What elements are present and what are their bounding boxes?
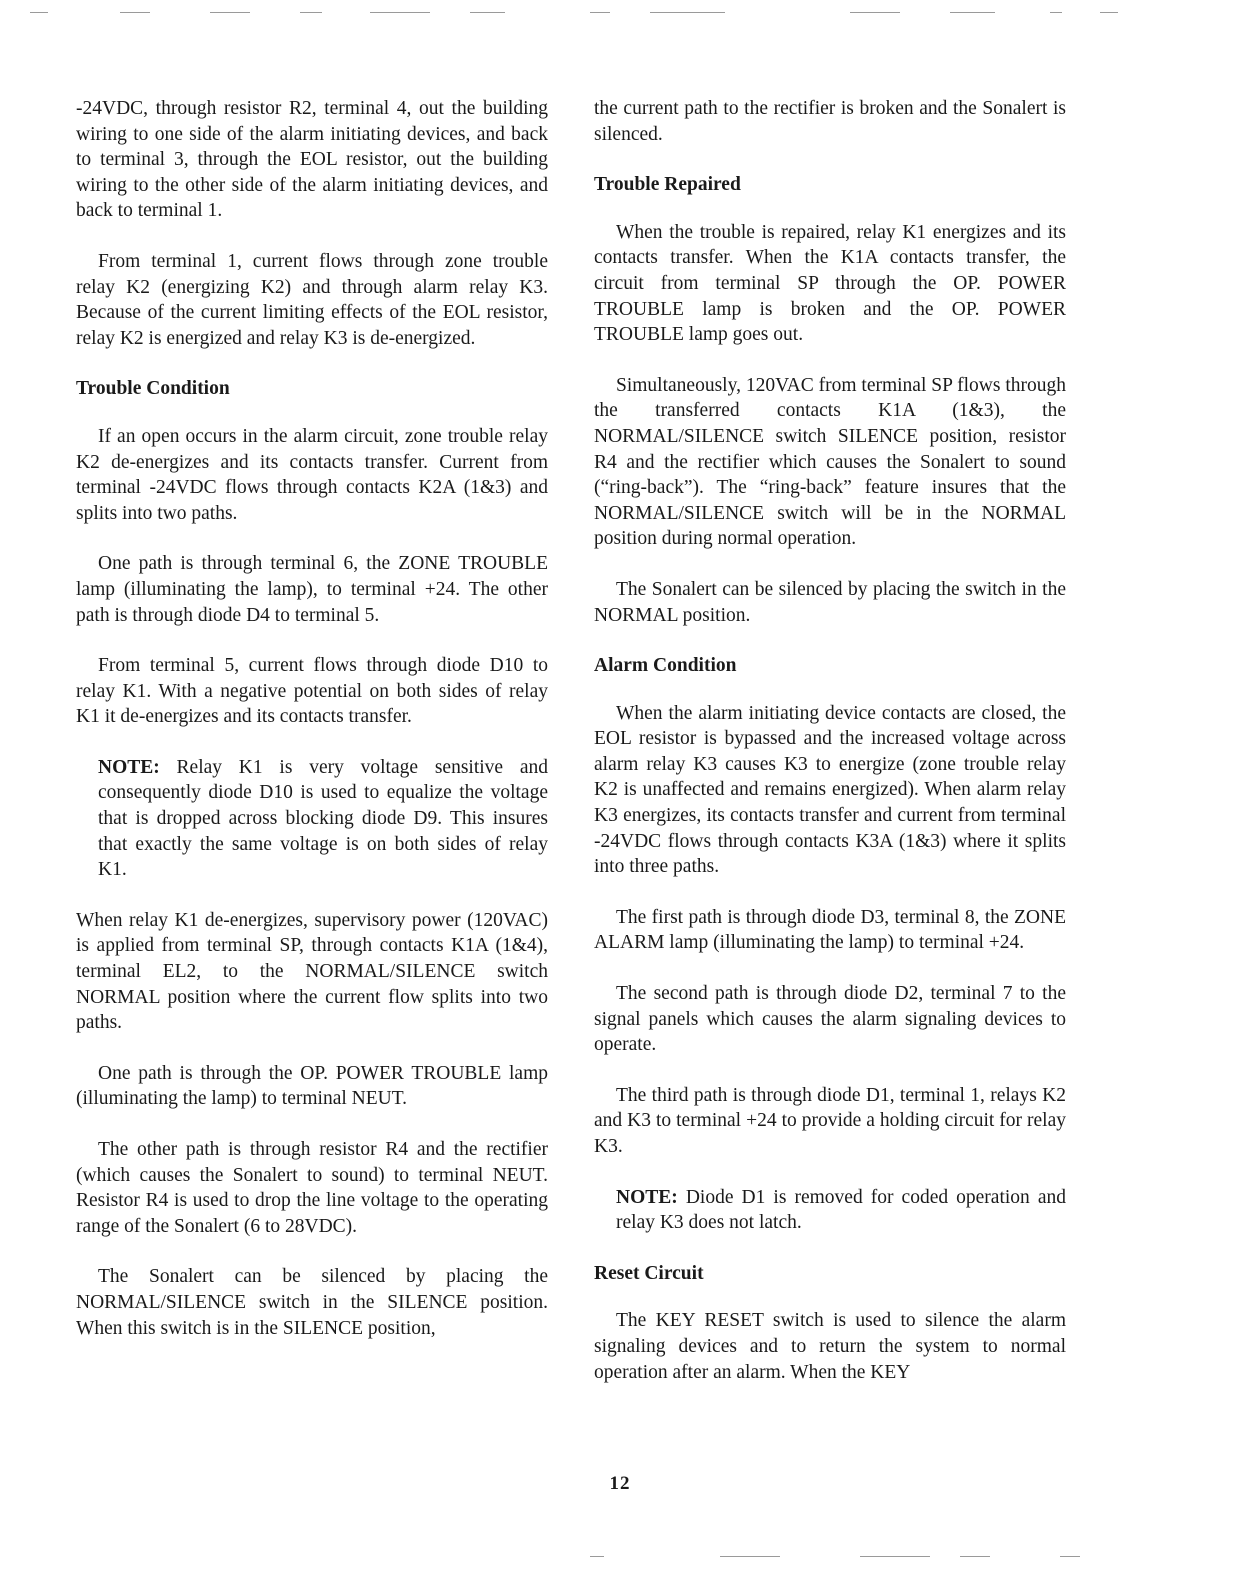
paragraph: From terminal 1, current flows through zone trouble relay K2 (energizing K2) and through alarm relay K3. Because of the current limiting effects of the EOL resistor, relay K2 is energized and relay K3 is de-energized. [76,250,548,349]
note-label: NOTE: [98,756,160,778]
paragraph: -24VDC, through resistor R2, terminal 4, out the building wiring to one side of the alarm initiating devices, and back to terminal 3, through the EOL resistor, out the building wiring to the other side of the alarm initiating devices, and back to terminal 1. [76,98,548,222]
note-text: Relay K1 is very voltage sensitive and consequently diode D10 is used to equalize the voltage that is dropped across blocking diode D9. This insures that exactly the same voltage is on both sides of relay K1. [98,756,548,881]
paragraph: When relay K1 de-energizes, supervisory power (120VAC) is applied from terminal SP, through contacts K1A (1&4), terminal EL2, to the NORMAL/SILENCE switch NORMAL position where the current flow splits into two paths. [76,909,548,1034]
section-heading: Trouble Condition [76,378,230,400]
paragraph: The Sonalert can be silenced by placing the NORMAL/SILENCE switch in the SILENCE position. When this switch is in the SILENCE position, [76,1266,548,1339]
note-label: NOTE: [616,1186,678,1208]
paragraph: The second path is through diode D2, terminal 7 to the signal panels which causes the alarm signaling devices to operate. [594,983,1066,1056]
note-block [616,1185,1066,1236]
top-scan-specks [0,12,1240,18]
section-heading: Reset Circuit [594,1262,704,1284]
paragraph: The other path is through resistor R4 and the rectifier (which causes the Sonalert to sound) to terminal NEUT. Resistor R4 is used to drop the line voltage to the operating range of the Sonalert (6 to 28VDC). [76,1139,548,1237]
note-text: Diode D1 is removed for coded operation and relay K3 does not latch. [616,1186,1067,1234]
right-column [594,96,1066,1410]
bottom-scan-specks [0,1556,1240,1562]
section-heading: Alarm Condition [594,655,737,677]
paragraph: the current path to the rectifier is broken and the Sonalert is silenced. [594,98,1066,145]
page-number: 12 [609,1473,631,1494]
paragraph: When the trouble is repaired, relay K1 energizes and its contacts transfer. When the K1A contacts transfer, the circuit from terminal SP through the OP. POWER TROUBLE lamp is broken and the OP. POWER TROUBLE lamp goes out. [594,221,1066,346]
paragraph: One path is through terminal 6, the ZONE TROUBLE lamp (illuminating the lamp), to terminal +24. The other path is through diode D4 to terminal 5. [76,553,548,626]
paragraph: From terminal 5, current flows through diode D10 to relay K1. With a negative potential on both sides of relay K1 it de-energizes and its contacts transfer. [76,655,548,728]
paragraph: When the alarm initiating device contacts are closed, the EOL resistor is bypassed and the increased voltage across alarm relay K3 causes K3 to energize (zone trouble relay K2 is unaffected and remains energized). When alarm relay K3 energizes, its contacts transfer and current from terminal -24VDC flows through contacts K3A (1&3) where it splits into three paths. [594,702,1066,878]
left-column [76,96,548,1366]
paragraph: One path is through the OP. POWER TROUBLE lamp (illuminating the lamp) to terminal NEUT. [76,1062,548,1110]
paragraph: Simultaneously, 120VAC from terminal SP flows through the transferred contacts K1A (1&3), the NORMAL/SILENCE switch SILENCE position, resistor R4 and the rectifier which causes the Sonalert to sound (“ring-back”). The “ring-back” feature insures that the NORMAL/SILENCE switch will be in the NORMAL position during normal operation. [594,374,1066,550]
paragraph: The Sonalert can be silenced by placing the switch in the NORMAL position. [594,578,1066,626]
paragraph: If an open occurs in the alarm circuit, zone trouble relay K2 de-energizes and its contacts transfer. Current from terminal -24VDC flows through contacts K2A (1&3) and splits into two paths. [76,425,548,524]
note-block [98,755,548,883]
paragraph: The KEY RESET switch is used to silence the alarm signaling devices and to return the system to normal operation after an alarm. When the KEY [594,1310,1066,1383]
section-heading: Trouble Repaired [594,174,741,196]
paragraph: The first path is through diode D3, terminal 8, the ZONE ALARM lamp (illuminating the lamp) to terminal +24. [594,906,1066,954]
paragraph: The third path is through diode D1, terminal 1, relays K2 and K3 to terminal +24 to provide a holding circuit for relay K3. [594,1084,1066,1157]
